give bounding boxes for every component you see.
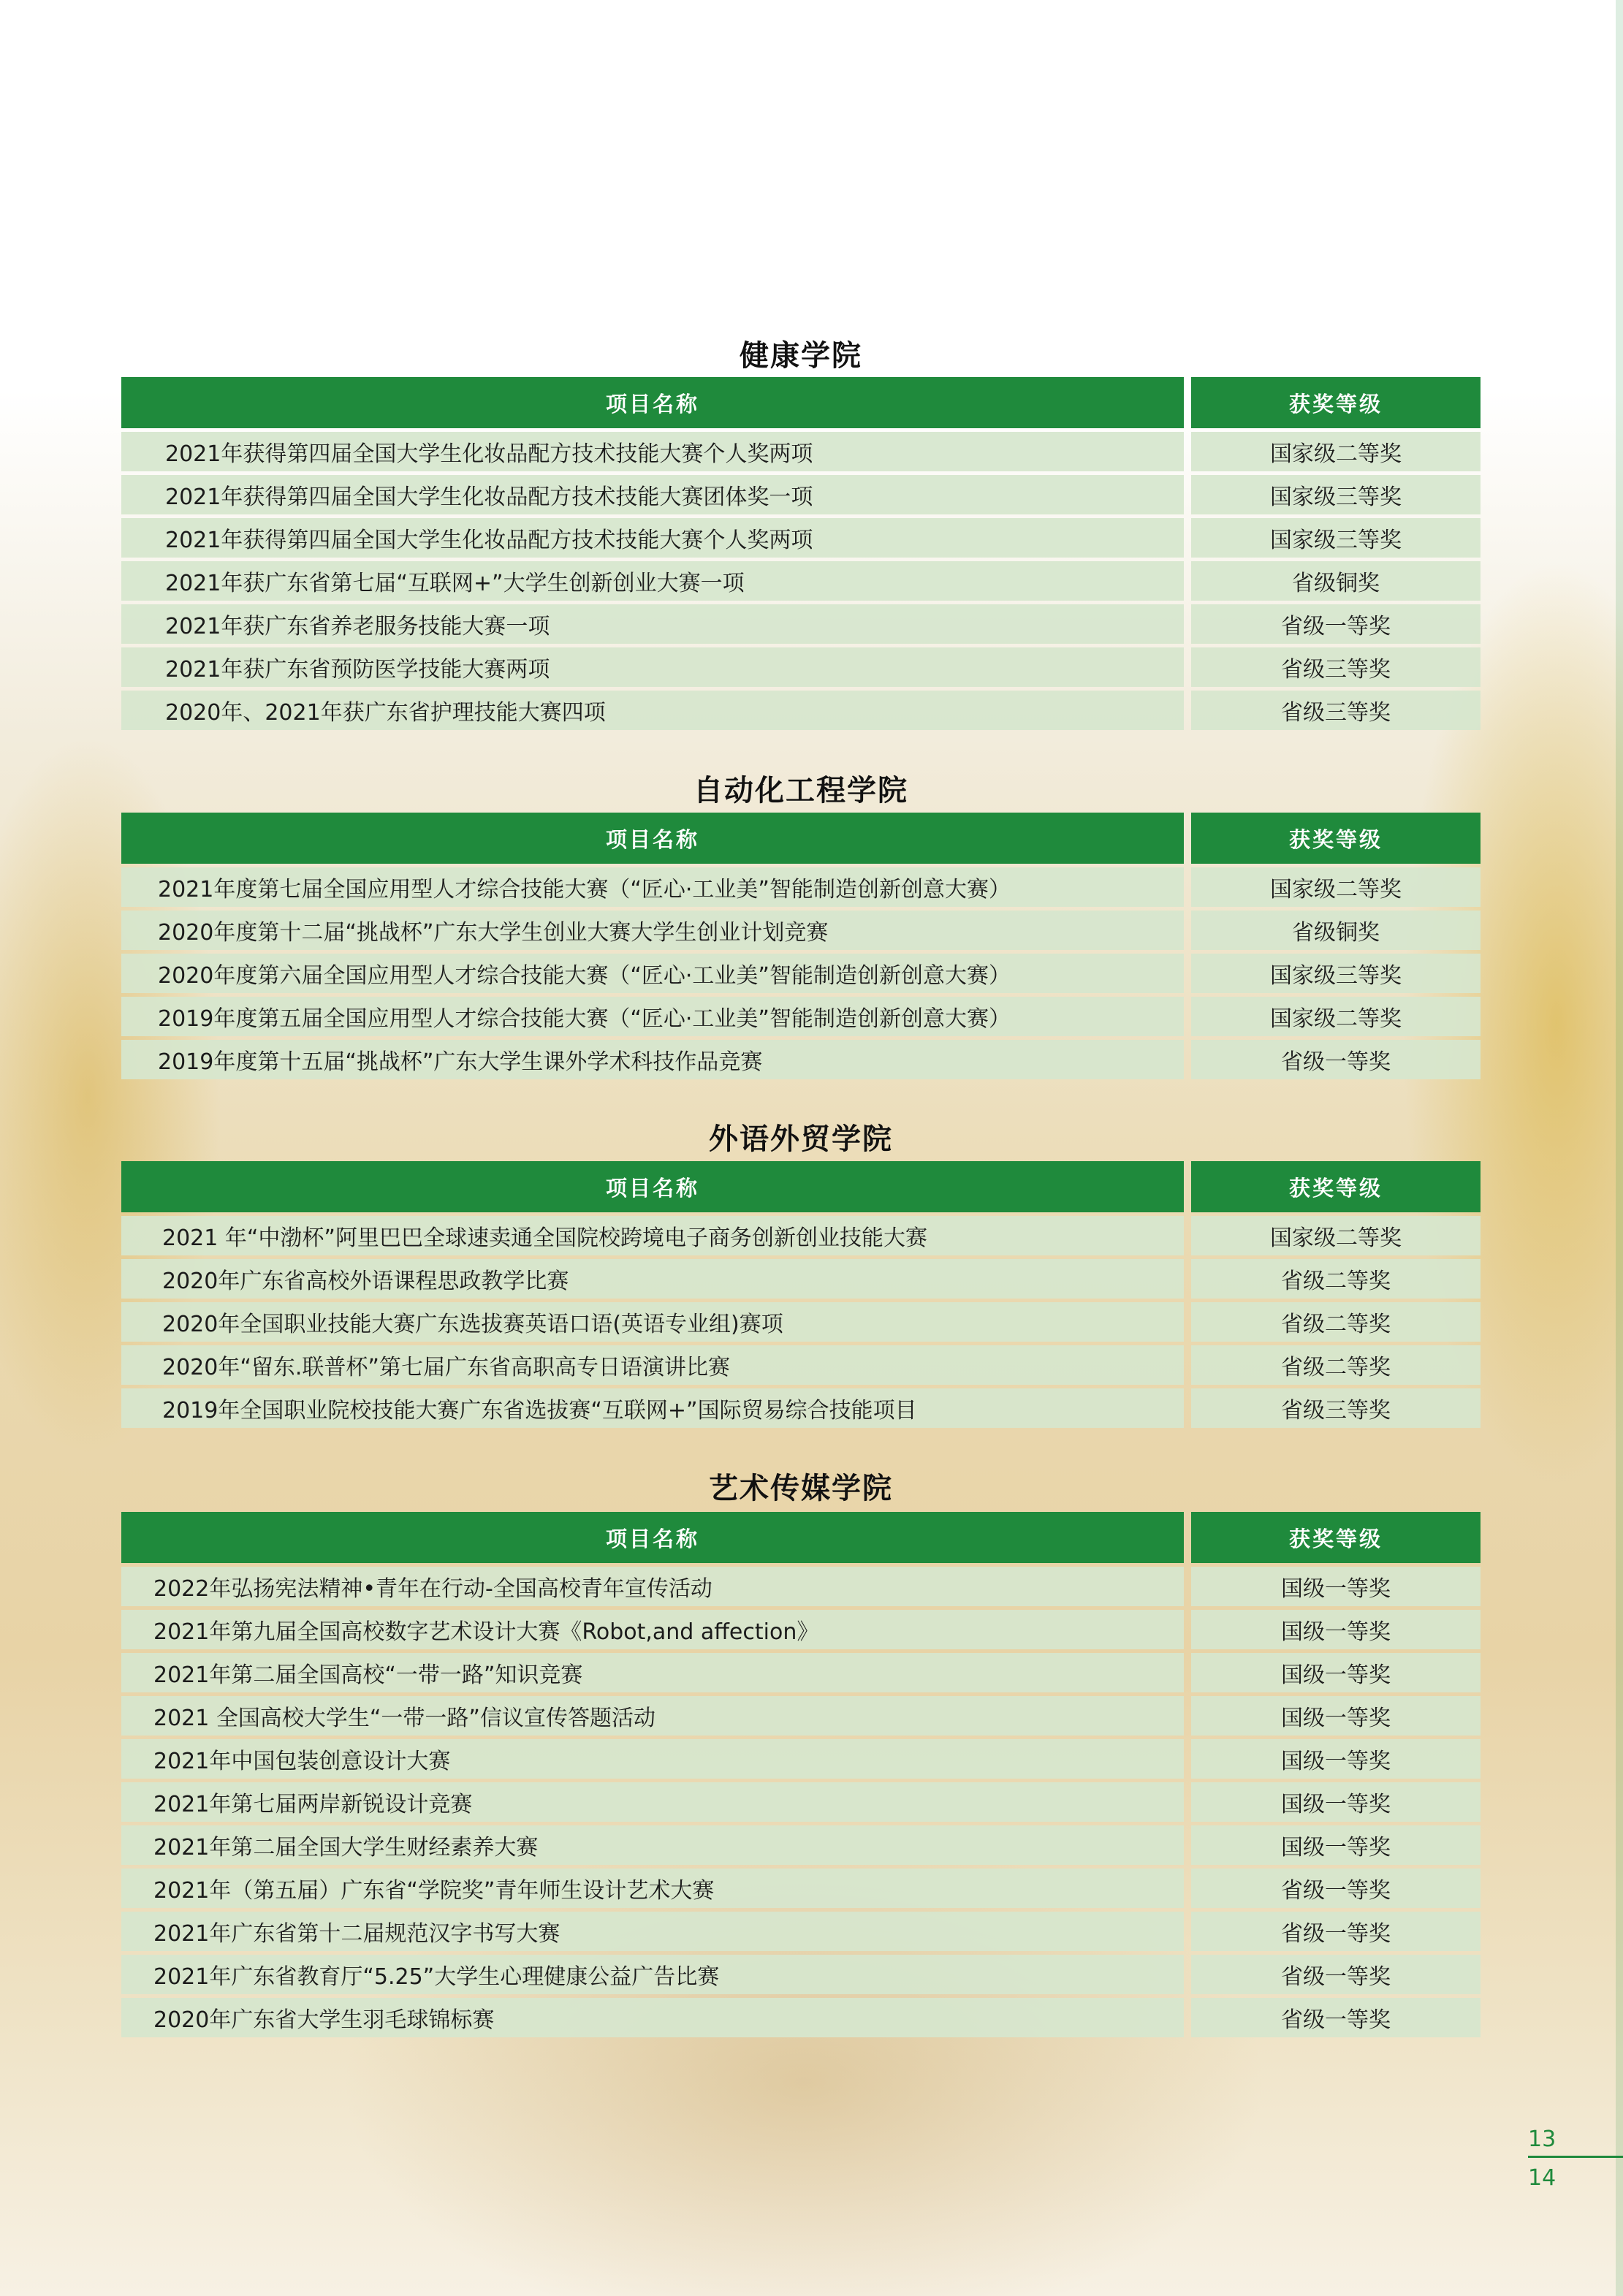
- project-name: 2019年度第五届全国应用型人才综合技能大赛（“匠心·工业美”智能制造创新创意大赛）: [121, 997, 1184, 1036]
- project-name: 2021 全国高校大学生“一带一路”信议宣传答题活动: [121, 1696, 1184, 1736]
- header-award-level: 获奖等级: [1191, 1161, 1481, 1212]
- award-level: 国级一等奖: [1191, 1739, 1481, 1779]
- project-name: 2021年度第七届全国应用型人才综合技能大赛（“匠心·工业美”智能制造创新创意大赛）: [121, 867, 1184, 907]
- table-row: [121, 1739, 1481, 1779]
- table-row: [121, 1912, 1481, 1951]
- header-project-name: 项目名称: [121, 1161, 1184, 1212]
- project-name: 2021年广东省教育厅“5.25”大学生心理健康公益广告比赛: [121, 1955, 1184, 1994]
- page-number-divider: [1528, 2156, 1623, 2158]
- project-name: 2021年广东省第十二届规范汉字书写大赛: [121, 1912, 1184, 1951]
- award-level: 省级三等奖: [1191, 1388, 1481, 1428]
- award-level: 省级二等奖: [1191, 1345, 1481, 1385]
- section-title-health: 健康学院: [740, 339, 862, 373]
- table-foreign-languages: [121, 1161, 1481, 1432]
- award-level: 国家级二等奖: [1191, 1216, 1481, 1255]
- award-level: 国级一等奖: [1191, 1610, 1481, 1649]
- table-row: [121, 911, 1481, 950]
- award-level: 国级一等奖: [1191, 1653, 1481, 1692]
- project-name: 2021年第二届全国高校“一带一路”知识竞赛: [121, 1653, 1184, 1692]
- table-row: [121, 1040, 1481, 1079]
- header-project-name: 项目名称: [121, 377, 1184, 428]
- header-project-name: 项目名称: [121, 1512, 1184, 1563]
- project-name: 2021年获广东省养老服务技能大赛一项: [121, 604, 1184, 644]
- table-row: [121, 518, 1481, 558]
- section-title-foreign-languages: 外语外贸学院: [709, 1122, 893, 1156]
- project-name: 2021年获得第四届全国大学生化妆品配方技术技能大赛个人奖两项: [121, 432, 1184, 471]
- project-name: 2020年广东省大学生羽毛球锦标赛: [121, 1998, 1184, 2037]
- award-level: 国家级三等奖: [1191, 475, 1481, 514]
- award-level: 省级三等奖: [1191, 691, 1481, 730]
- project-name: 2020年“留东.联普杯”第七届广东省高职高专日语演讲比赛: [121, 1345, 1184, 1385]
- table-row: [121, 1696, 1481, 1736]
- project-name: 2020年度第十二届“挑战杯”广东大学生创业大赛大学生创业计划竞赛: [121, 911, 1184, 950]
- page-number-right: 14: [1528, 2165, 1557, 2191]
- table-row: [121, 475, 1481, 514]
- project-name: 2020年广东省高校外语课程思政教学比赛: [121, 1259, 1184, 1299]
- award-level: 省级一等奖: [1191, 1040, 1481, 1079]
- award-level: 国级一等奖: [1191, 1825, 1481, 1865]
- award-level: 省级铜奖: [1191, 911, 1481, 950]
- project-name: 2021年第七届两岸新锐设计竞赛: [121, 1782, 1184, 1822]
- project-name: 2022年弘扬宪法精神•青年在行动-全国高校青年宣传活动: [121, 1567, 1184, 1606]
- table-row: [121, 1388, 1481, 1428]
- table-row: [121, 997, 1481, 1036]
- table-row: [121, 1345, 1481, 1385]
- table-row: [121, 954, 1481, 993]
- project-name: 2020年度第六届全国应用型人才综合技能大赛（“匠心·工业美”智能制造创新创意大赛）: [121, 954, 1184, 993]
- table-row: [121, 1955, 1481, 1994]
- table-row: [121, 1998, 1481, 2037]
- table-header: [121, 1161, 1481, 1212]
- page-number-left: 13: [1528, 2126, 1557, 2152]
- section-title-automation: 自动化工程学院: [693, 774, 908, 807]
- table-automation: [121, 813, 1481, 1083]
- table-row: [121, 647, 1481, 687]
- table-row: [121, 867, 1481, 907]
- project-name: 2021年获广东省预防医学技能大赛两项: [121, 647, 1184, 687]
- project-name: 2021 年“中渤杯”阿里巴巴全球速卖通全国院校跨境电子商务创新创业技能大赛: [121, 1216, 1184, 1255]
- award-level: 国家级三等奖: [1191, 518, 1481, 558]
- table-row: [121, 1259, 1481, 1299]
- project-name: 2021年第九届全国高校数字艺术设计大赛《Robot,and affection》: [121, 1610, 1184, 1649]
- project-name: 2021年第二届全国大学生财经素养大赛: [121, 1825, 1184, 1865]
- award-level: 国级一等奖: [1191, 1696, 1481, 1736]
- project-name: 2019年全国职业院校技能大赛广东省选拔赛“互联网+”国际贸易综合技能项目: [121, 1388, 1184, 1428]
- project-name: 2019年度第十五届“挑战杯”广东大学生课外学术科技作品竞赛: [121, 1040, 1184, 1079]
- award-level: 省级二等奖: [1191, 1259, 1481, 1299]
- header-award-level: 获奖等级: [1191, 377, 1481, 428]
- table-row: [121, 1610, 1481, 1649]
- table-header: [121, 1512, 1481, 1563]
- award-level: 省级一等奖: [1191, 1955, 1481, 1994]
- award-level: 国家级二等奖: [1191, 997, 1481, 1036]
- header-award-level: 获奖等级: [1191, 1512, 1481, 1563]
- award-level: 省级一等奖: [1191, 1869, 1481, 1908]
- table-row: [121, 691, 1481, 730]
- award-level: 省级铜奖: [1191, 561, 1481, 601]
- page-edge-accent: [1616, 0, 1623, 2296]
- section-title-art-media: 艺术传媒学院: [709, 1472, 893, 1505]
- header-award-level: 获奖等级: [1191, 813, 1481, 864]
- project-name: 2020年全国职业技能大赛广东选拔赛英语口语(英语专业组)赛项: [121, 1302, 1184, 1342]
- table-row: [121, 1653, 1481, 1692]
- project-name: 2021年获得第四届全国大学生化妆品配方技术技能大赛团体奖一项: [121, 475, 1184, 514]
- table-row: [121, 1782, 1481, 1822]
- table-row: [121, 1216, 1481, 1255]
- award-level: 省级二等奖: [1191, 1302, 1481, 1342]
- award-level: 国级一等奖: [1191, 1567, 1481, 1606]
- table-row: [121, 1869, 1481, 1908]
- award-level: 省级一等奖: [1191, 604, 1481, 644]
- table-header: [121, 813, 1481, 864]
- table-header: [121, 377, 1481, 428]
- project-name: 2020年、2021年获广东省护理技能大赛四项: [121, 691, 1184, 730]
- award-level: 国家级二等奖: [1191, 432, 1481, 471]
- award-level: 国家级二等奖: [1191, 867, 1481, 907]
- award-level: 国级一等奖: [1191, 1782, 1481, 1822]
- table-row: [121, 561, 1481, 601]
- award-level: 国家级三等奖: [1191, 954, 1481, 993]
- table-health: [121, 377, 1481, 734]
- table-row: [121, 1302, 1481, 1342]
- header-project-name: 项目名称: [121, 813, 1184, 864]
- award-level: 省级三等奖: [1191, 647, 1481, 687]
- table-row: [121, 604, 1481, 644]
- project-name: 2021年获得第四届全国大学生化妆品配方技术技能大赛个人奖两项: [121, 518, 1184, 558]
- award-level: 省级一等奖: [1191, 1912, 1481, 1951]
- project-name: 2021年获广东省第七届“互联网+”大学生创新创业大赛一项: [121, 561, 1184, 601]
- project-name: 2021年中国包装创意设计大赛: [121, 1739, 1184, 1779]
- table-row: [121, 1825, 1481, 1865]
- table-row: [121, 1567, 1481, 1606]
- table-row: [121, 432, 1481, 471]
- award-level: 省级一等奖: [1191, 1998, 1481, 2037]
- table-art-media: [121, 1512, 1481, 2041]
- project-name: 2021年（第五届）广东省“学院奖”青年师生设计艺术大赛: [121, 1869, 1184, 1908]
